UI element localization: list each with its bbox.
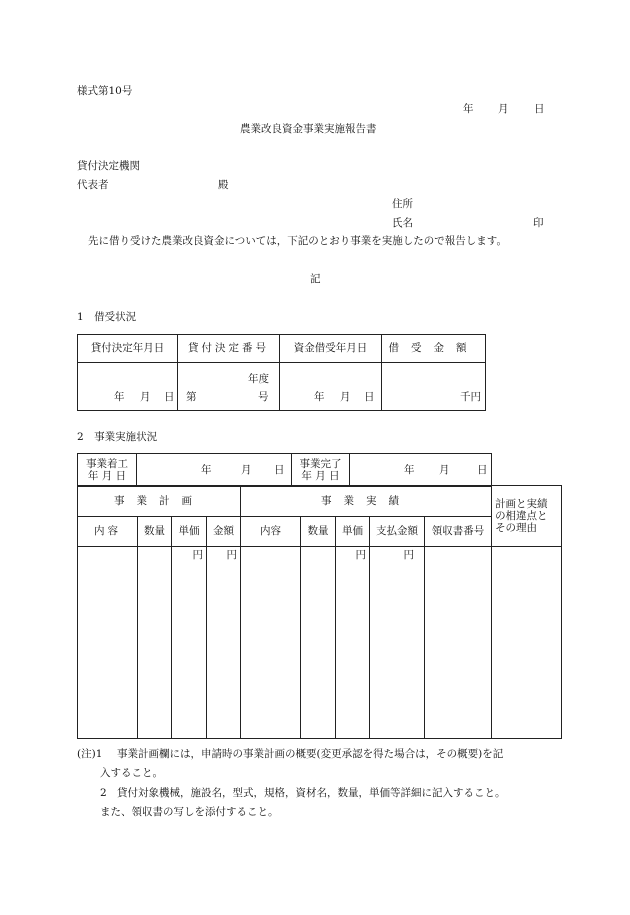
complete-date-label: 事業完了 年 月 日 (292, 454, 350, 487)
date-month: 月 (498, 103, 509, 115)
name-label: 氏名 (392, 217, 413, 229)
amount-cell[interactable] (382, 363, 486, 411)
plan-col-quantity: 数量 (138, 517, 172, 547)
note-lead: (注)1 (77, 748, 103, 760)
note2-line1: 貸付対象機械，施設名，型式，規格，資材名，数量，単価等詳細に記入すること。 (117, 787, 506, 799)
yen-unit: 円 (403, 549, 414, 561)
result-col-receipt: 領収書番号 (425, 517, 492, 547)
note1-line2: 入すること。 (100, 767, 163, 779)
d-day: 日 (164, 391, 175, 403)
representative: 代表者 (77, 179, 109, 191)
yen-unit: 円 (355, 549, 366, 561)
result-unit-price-cell[interactable] (336, 547, 370, 739)
header-amount: 借受金額 (382, 335, 486, 363)
plan-quantity-cell[interactable] (138, 547, 172, 739)
date-year: 年 (463, 103, 474, 115)
thousand-yen: 千円 (460, 391, 481, 403)
difference-header: 計画と実績 の相違点と その理由 (492, 486, 562, 547)
note2-number: 2 (100, 787, 107, 799)
plan-col-amount: 金額 (207, 517, 241, 547)
result-paid-cell[interactable] (370, 547, 425, 739)
plan-content-cell[interactable] (78, 547, 138, 739)
result-quantity-cell[interactable] (301, 547, 336, 739)
project-table (77, 485, 562, 739)
header-borrow-date: 資金借受年月日 (280, 335, 382, 363)
yen-unit: 円 (226, 549, 237, 561)
decision-number-cell[interactable] (178, 363, 280, 411)
header-decision-date: 貸付決定年月日 (78, 335, 178, 363)
result-col-quantity: 数量 (301, 517, 336, 547)
plan-header: 事業計画 (78, 486, 241, 517)
honorific: 殿 (218, 179, 229, 191)
ki-label: 記 (310, 273, 321, 285)
intro-text: 先に借り受けた農業改良資金については，下記のとおり事業を実施したので報告します。 (88, 235, 507, 247)
result-col-paid: 支払金額 (370, 517, 425, 547)
lender-org: 貸付決定機関 (77, 160, 140, 172)
section2-heading: 2 事業実施状況 (77, 431, 158, 443)
s-month: 月 (241, 464, 252, 476)
b-year: 年 (314, 391, 325, 403)
note1-line1: 事業計画欄には，申請時の事業計画の概要(変更承認を得た場合は，その概要)を記 (117, 748, 504, 760)
result-col-content: 内容 (241, 517, 301, 547)
seal-label: 印 (533, 217, 544, 229)
start-date-cell[interactable] (137, 454, 292, 487)
result-col-unit-price: 単価 (336, 517, 370, 547)
plan-amount-cell[interactable] (207, 547, 241, 739)
dai: 第 (186, 391, 197, 403)
form-number: 様式第10号 (77, 85, 133, 97)
plan-col-content: 内容 (78, 517, 138, 547)
section1-heading: 1 借受状況 (77, 311, 137, 323)
s-day: 日 (274, 464, 285, 476)
note2-line2: また、領収書の写しを添付すること。 (100, 806, 279, 818)
result-receipt-cell[interactable] (425, 547, 492, 739)
result-header: 事業実績 (241, 486, 492, 517)
c-year: 年 (404, 464, 415, 476)
result-content-cell[interactable] (241, 547, 301, 739)
c-month: 月 (439, 464, 450, 476)
complete-date-cell[interactable] (350, 454, 492, 487)
d-month: 月 (140, 391, 151, 403)
decision-date-cell[interactable] (78, 363, 178, 411)
borrow-date-cell[interactable] (280, 363, 382, 411)
plan-unit-price-cell[interactable] (172, 547, 207, 739)
period-table (77, 453, 492, 487)
d-year: 年 (114, 391, 125, 403)
yen-unit: 円 (192, 549, 203, 561)
header-decision-number: 貸付決定番号 (178, 335, 280, 363)
c-day: 日 (477, 464, 488, 476)
difference-cell[interactable] (492, 547, 562, 739)
date-day: 日 (534, 103, 545, 115)
nendo: 年度 (248, 373, 269, 385)
go: 号 (258, 391, 269, 403)
plan-col-unit-price: 単価 (172, 517, 207, 547)
address-label: 住所 (392, 198, 413, 210)
loan-table (77, 334, 486, 411)
s-year: 年 (201, 464, 212, 476)
start-date-label: 事業着工 年 月 日 (78, 454, 137, 487)
page-title: 農業改良資金事業実施報告書 (240, 123, 377, 135)
b-month: 月 (340, 391, 351, 403)
b-day: 日 (364, 391, 375, 403)
